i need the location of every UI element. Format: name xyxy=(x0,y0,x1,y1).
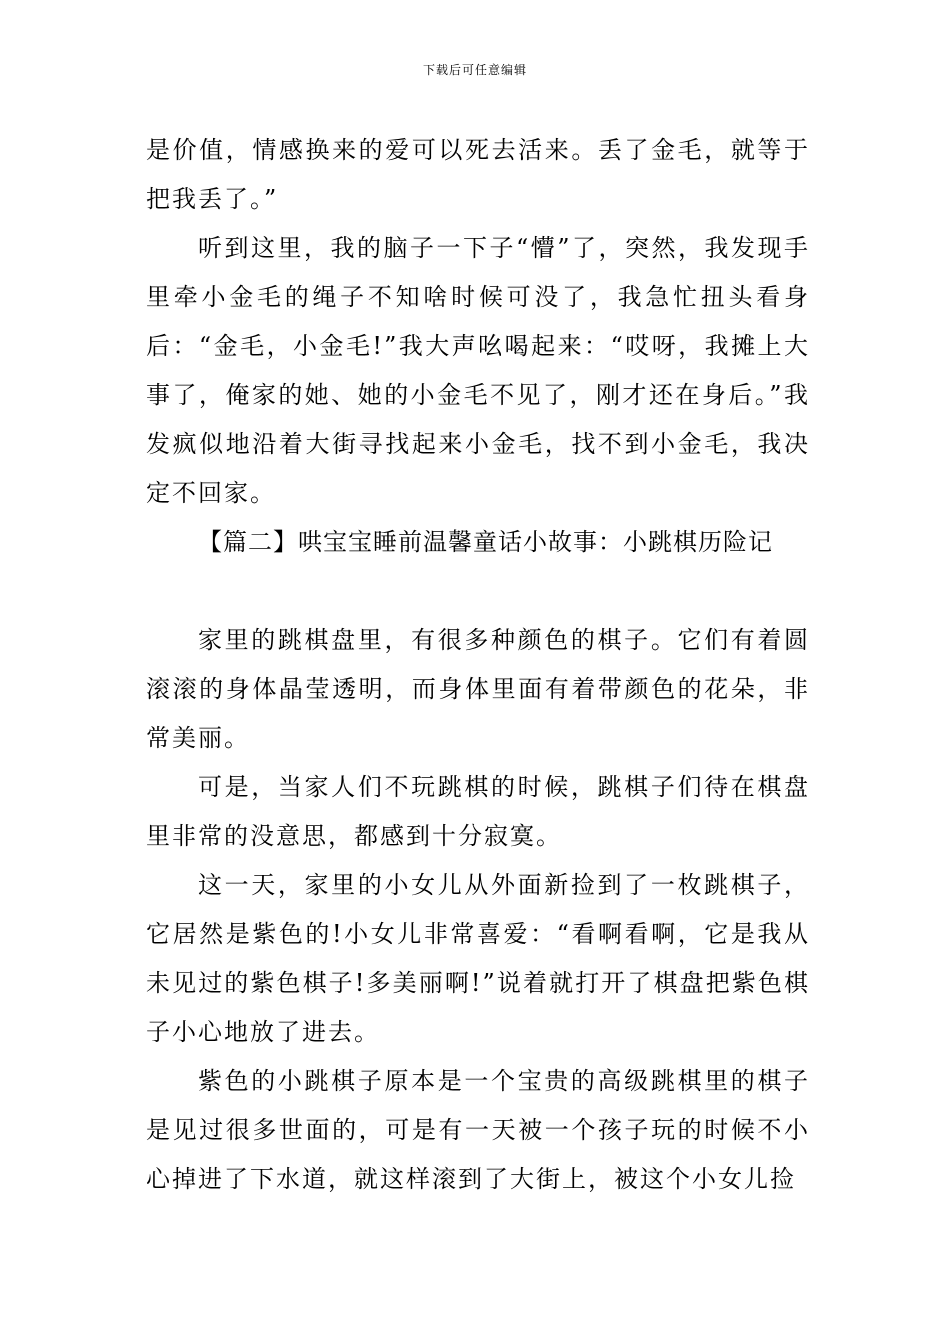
paragraph-2: 听到这里，我的脑子一下子“懵”了，突然，我发现手里牵小金毛的绳子不知啥时候可没了，我急忙扭头看身后：“金毛，小金毛!”我大声吆喝起来：“哎呀，我摊上大事了，俺家的她、她的小金毛不见了，刚才还在身后。”我发疯似地沿着大街寻找起来小金毛，找不到小金毛，我决定不回家。 xyxy=(146,234,810,507)
paragraph-4: 可是，当家人们不玩跳棋的时候，跳棋子们待在棋盘里非常的没意思，都感到十分寂寞。 xyxy=(146,773,810,850)
paragraph-1: 是价值，情感换来的爱可以死去活来。丢了金毛，就等于把我丢了。” xyxy=(146,136,810,213)
page-header: 下载后可任意编辑 xyxy=(422,63,527,77)
blank-line xyxy=(146,567,810,616)
paragraph-3: 家里的跳棋盘里，有很多种颜色的棋子。它们有着圆滚滚的身体晶莹透明，而身体里面有着带颜色的花朵，非常美丽。 xyxy=(146,626,810,752)
paragraph-5: 这一天，家里的小女儿从外面新捡到了一枚跳棋子，它居然是紫色的!小女儿非常喜爱：“看啊看啊，它是我从未见过的紫色棋子!多美丽啊!”说着就打开了棋盘把紫色棋子小心地放了进去。 xyxy=(146,871,810,1046)
paragraph-6: 紫色的小跳棋子原本是一个宝贵的高级跳棋里的棋子是见过很多世面的，可是有一天被一个孩子玩的时候不小心掉进了下水道，就这样滚到了大街上，被这个小女儿捡 xyxy=(146,1067,810,1193)
document-body xyxy=(146,126,810,1204)
section-heading: 【篇二】哄宝宝睡前温馨童话小故事：小跳棋历险记 xyxy=(198,528,773,556)
